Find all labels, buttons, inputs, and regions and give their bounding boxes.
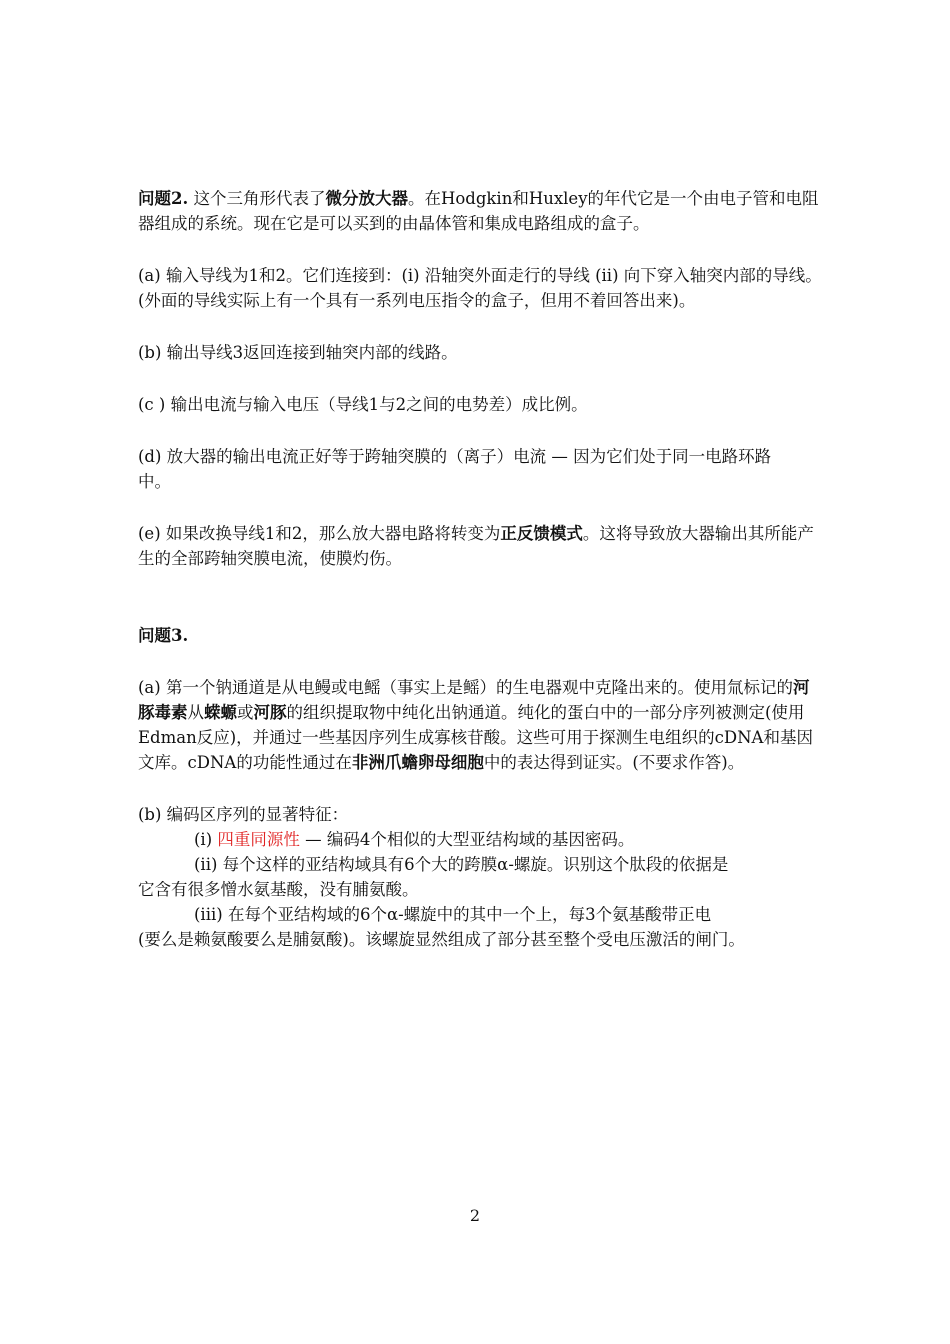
document-body — [138, 186, 822, 952]
page-number: 2 — [469, 1206, 481, 1225]
q2-part-c: (c ) 输出电流与输入电压（导线1与2之间的电势差）成比例。 — [138, 395, 588, 414]
q2-part-e: (e) 如果改换导线1和2，那么放大器电路将转变为正反馈模式。这将导致放大器输出其所能产生的全部跨轴突膜电流，使膜灼伤。 — [138, 524, 814, 568]
q3-part-a: (a) 第一个钠通道是从电鳗或电鳐（事实上是鳐）的生电器观中克隆出来的。使用氚标记的河豚毒素从蝾螈或河豚的组织提取物中纯化出钠通道。纯化的蛋白中的一部分序列被测定(使用Edman反应)，并通过一些基因序列生成寡核苷酸。这些可用于探测生电组织的cDNA和基因文库。cDNA的功能性通过在非洲爪蟾卵母细胞中的表达得到证实。(不要求作答)。 — [138, 678, 813, 772]
q2-heading: 问题2. — [138, 189, 189, 208]
q2-intro: 问题2. 这个三角形代表了微分放大器。在Hodgkin和Huxley的年代它是一个由电子管和电阻器组成的系统。现在它是可以买到的由晶体管和集成电路组成的盒子。 — [138, 189, 819, 233]
q2-part-d: (d) 放大器的输出电流正好等于跨轴突膜的（离子）电流 — 因为它们处于同一电路环路中。 — [138, 447, 772, 491]
q2-part-a: (a) 输入导线为1和2。它们连接到：(i) 沿轴突外面走行的导线 (ii) 向下穿入轴突内部的导线。(外面的导线实际上有一个具有一系列电压指令的盒子，但用不着回答出来)。 — [138, 266, 822, 310]
q2-part-b: (b) 输出导线3返回连接到轴突内部的线路。 — [138, 343, 458, 362]
q3-part-b-iii: (iii) 在每个亚结构域的6个α-螺旋中的其中一个上，每3个氨基酸带正电 — [194, 905, 712, 924]
four-fold-homology-highlight: 四重同源性 — [217, 830, 300, 849]
q3-part-b-i: (i) 四重同源性 — 编码4个相似的大型亚结构域的基因密码。 — [194, 830, 635, 849]
q3-part-b-iii-cont: (要么是赖氨酸要么是脯氨酸)。该螺旋显然组成了部分甚至整个受电压激活的闸门。 — [138, 930, 745, 949]
q3-heading: 问题3. — [138, 626, 189, 645]
q3-part-b-ii-cont: 它含有很多憎水氨基酸，没有脯氨酸。 — [138, 880, 419, 899]
q3-part-b-ii: (ii) 每个这样的亚结构域具有6个大的跨膜α-螺旋。识别这个肽段的依据是 — [194, 855, 729, 874]
q3-part-b-heading: (b) 编码区序列的显著特征： — [138, 805, 349, 824]
